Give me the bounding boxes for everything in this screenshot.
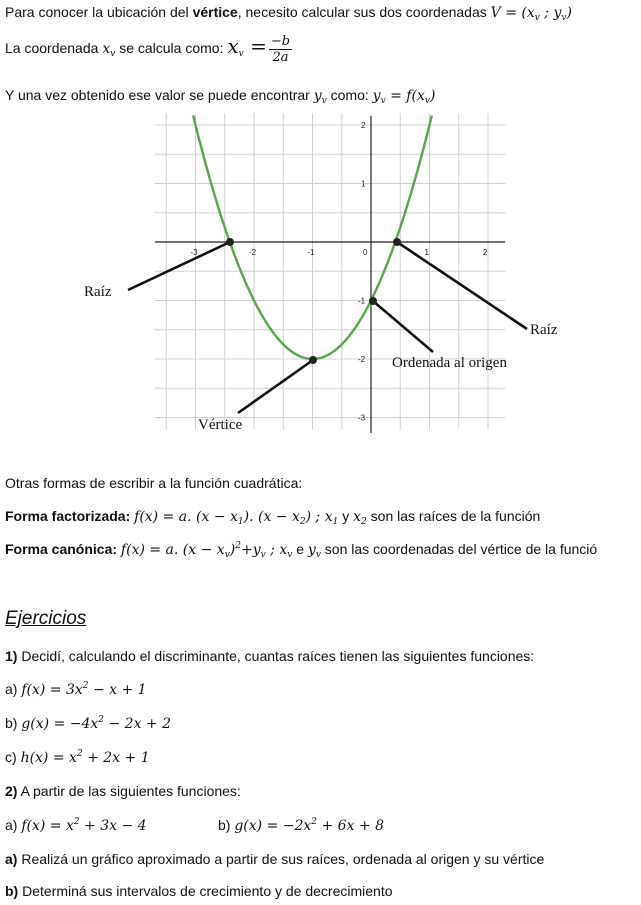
task-a-label: a) xyxy=(5,851,18,867)
y-tick-label: -1 xyxy=(358,296,366,306)
vertex-coords-math: $V = (x_v$ ; $y_v$) xyxy=(490,5,572,23)
canonical-e: e xyxy=(292,541,308,557)
q1-number: 1) xyxy=(5,648,18,664)
q2a-math: $f(x) = x^2 + 3x - 4$ xyxy=(21,817,147,834)
canonical-form-label: Forma canónica: xyxy=(5,541,118,557)
xv-fraction: $\frac{-b}{2a}$ xyxy=(270,34,291,65)
q2-item-b xyxy=(218,817,384,834)
q1-item-a xyxy=(5,681,147,698)
vertex-word: vértice xyxy=(192,4,238,20)
x-tick-label: 0 xyxy=(363,248,368,257)
root-left-pointer xyxy=(128,242,230,290)
canonical-tail: son las coordenadas del vértice de la funció xyxy=(320,541,598,557)
q1-item-c xyxy=(5,749,150,766)
q1b-math: $g(x) = -4x^2 - 2x + 2$ xyxy=(21,715,172,732)
task-a-text: Realizá un gráfico aproximado a partir de sus raíces, ordenada al origen y su vértice xyxy=(17,851,545,867)
q1c-label: c) xyxy=(5,749,21,765)
task-a xyxy=(5,851,544,867)
root-left-point xyxy=(226,238,234,246)
xv-text: La coordenada xyxy=(5,40,103,57)
yv-formula: $y_v = f(x_v)$ xyxy=(372,88,436,106)
x-tick-label: -3 xyxy=(190,248,198,257)
forms-intro: Otras formas de escribir a la función cuadrática: xyxy=(5,475,303,491)
q2b-math: $g(x) = -2x^2 + 6x + 8$ xyxy=(234,817,385,834)
task-b xyxy=(5,883,393,899)
q2-item-a xyxy=(5,817,147,834)
root-left-label: Raíz xyxy=(84,284,112,300)
q1c-math: $h(x) = x^2 + 2x + 1$ xyxy=(20,749,150,766)
xv-symbol: $x_v$ xyxy=(102,41,116,60)
intro-line-1 xyxy=(5,4,572,23)
y-intercept-point xyxy=(369,297,377,305)
q1-text: Decidí, calculando el discriminante, cuantas raíces tienen las siguientes funciones: xyxy=(17,648,535,664)
x-tick-label: 2 xyxy=(483,248,488,257)
y-intercept-pointer xyxy=(373,301,433,352)
vertex-point xyxy=(309,356,317,364)
y-tick-label: 1 xyxy=(361,179,366,189)
vertex-label: Vértice xyxy=(198,417,243,433)
question-2 xyxy=(5,783,241,799)
y-intercept-label: Ordenada al origen xyxy=(392,355,507,371)
intro-line-2 xyxy=(5,34,294,65)
yv-text: Y una vez obtenido ese valor se puede encontrar xyxy=(5,87,314,103)
exercises-heading: Ejercicios xyxy=(5,608,87,629)
canonical-form-math: f(x) = a. $(x - x_v)^2+y_v$ ; $x_v$ xyxy=(120,541,293,560)
root-right-pointer xyxy=(397,242,527,329)
intro-text: Para conocer la ubicación del xyxy=(5,4,193,20)
factored-form-math: f(x) = a. $(x - x_1)$. $(x - x_2)$ ; $x_1$ xyxy=(134,509,339,527)
task-b-text: Determiná sus intervalos de crecimiento y de decrecimiento xyxy=(18,883,393,899)
parabola-graph xyxy=(0,108,641,438)
yv-symbol: $y_v$ xyxy=(313,88,327,106)
canonical-form-line xyxy=(5,541,597,560)
root-right-point xyxy=(393,238,401,246)
task-b-label: b) xyxy=(5,883,19,899)
q2a-label: a) xyxy=(5,817,22,833)
factored-form-label: Forma factorizada: xyxy=(5,508,131,524)
intro-line-3 xyxy=(5,87,435,106)
graph-grid xyxy=(155,113,506,429)
xv-formula-lhs: $x_v$ xyxy=(227,34,244,60)
y-tick-label: 2 xyxy=(361,121,366,130)
x-tick-label: -1 xyxy=(307,248,315,257)
factored-x2: $x_2$ xyxy=(353,509,367,527)
q1a-label: a) xyxy=(5,681,22,697)
xv-text-2: se calcula como: xyxy=(115,40,228,57)
factored-tail: son las raíces de la función xyxy=(366,508,541,524)
q2-text: A partir de las siguientes funciones: xyxy=(17,783,241,799)
graph-axes xyxy=(155,116,505,433)
q2b-label: b) xyxy=(218,817,235,833)
q1a-math: $f(x) = 3x^2 - x + 1$ xyxy=(21,681,147,698)
q1b-label: b) xyxy=(5,715,22,731)
factored-form-line xyxy=(5,508,540,527)
y-tick-label: -3 xyxy=(358,413,366,423)
vertex-pointer xyxy=(238,360,313,413)
equals-sign: = xyxy=(243,34,267,59)
x-tick-label: 1 xyxy=(424,248,429,257)
question-1 xyxy=(5,648,534,664)
x-tick-label: -2 xyxy=(249,248,257,257)
q1-item-b xyxy=(5,715,171,732)
y-tick-label: -2 xyxy=(358,355,366,364)
q2-number: 2) xyxy=(5,783,18,799)
yv-text-2: como: xyxy=(326,87,373,103)
root-right-label: Raíz xyxy=(530,322,558,338)
factored-y: y xyxy=(338,508,354,524)
canonical-yv: $y_v$ xyxy=(307,542,321,560)
intro-text-2: , necesito calcular sus dos coordenadas xyxy=(237,4,491,20)
